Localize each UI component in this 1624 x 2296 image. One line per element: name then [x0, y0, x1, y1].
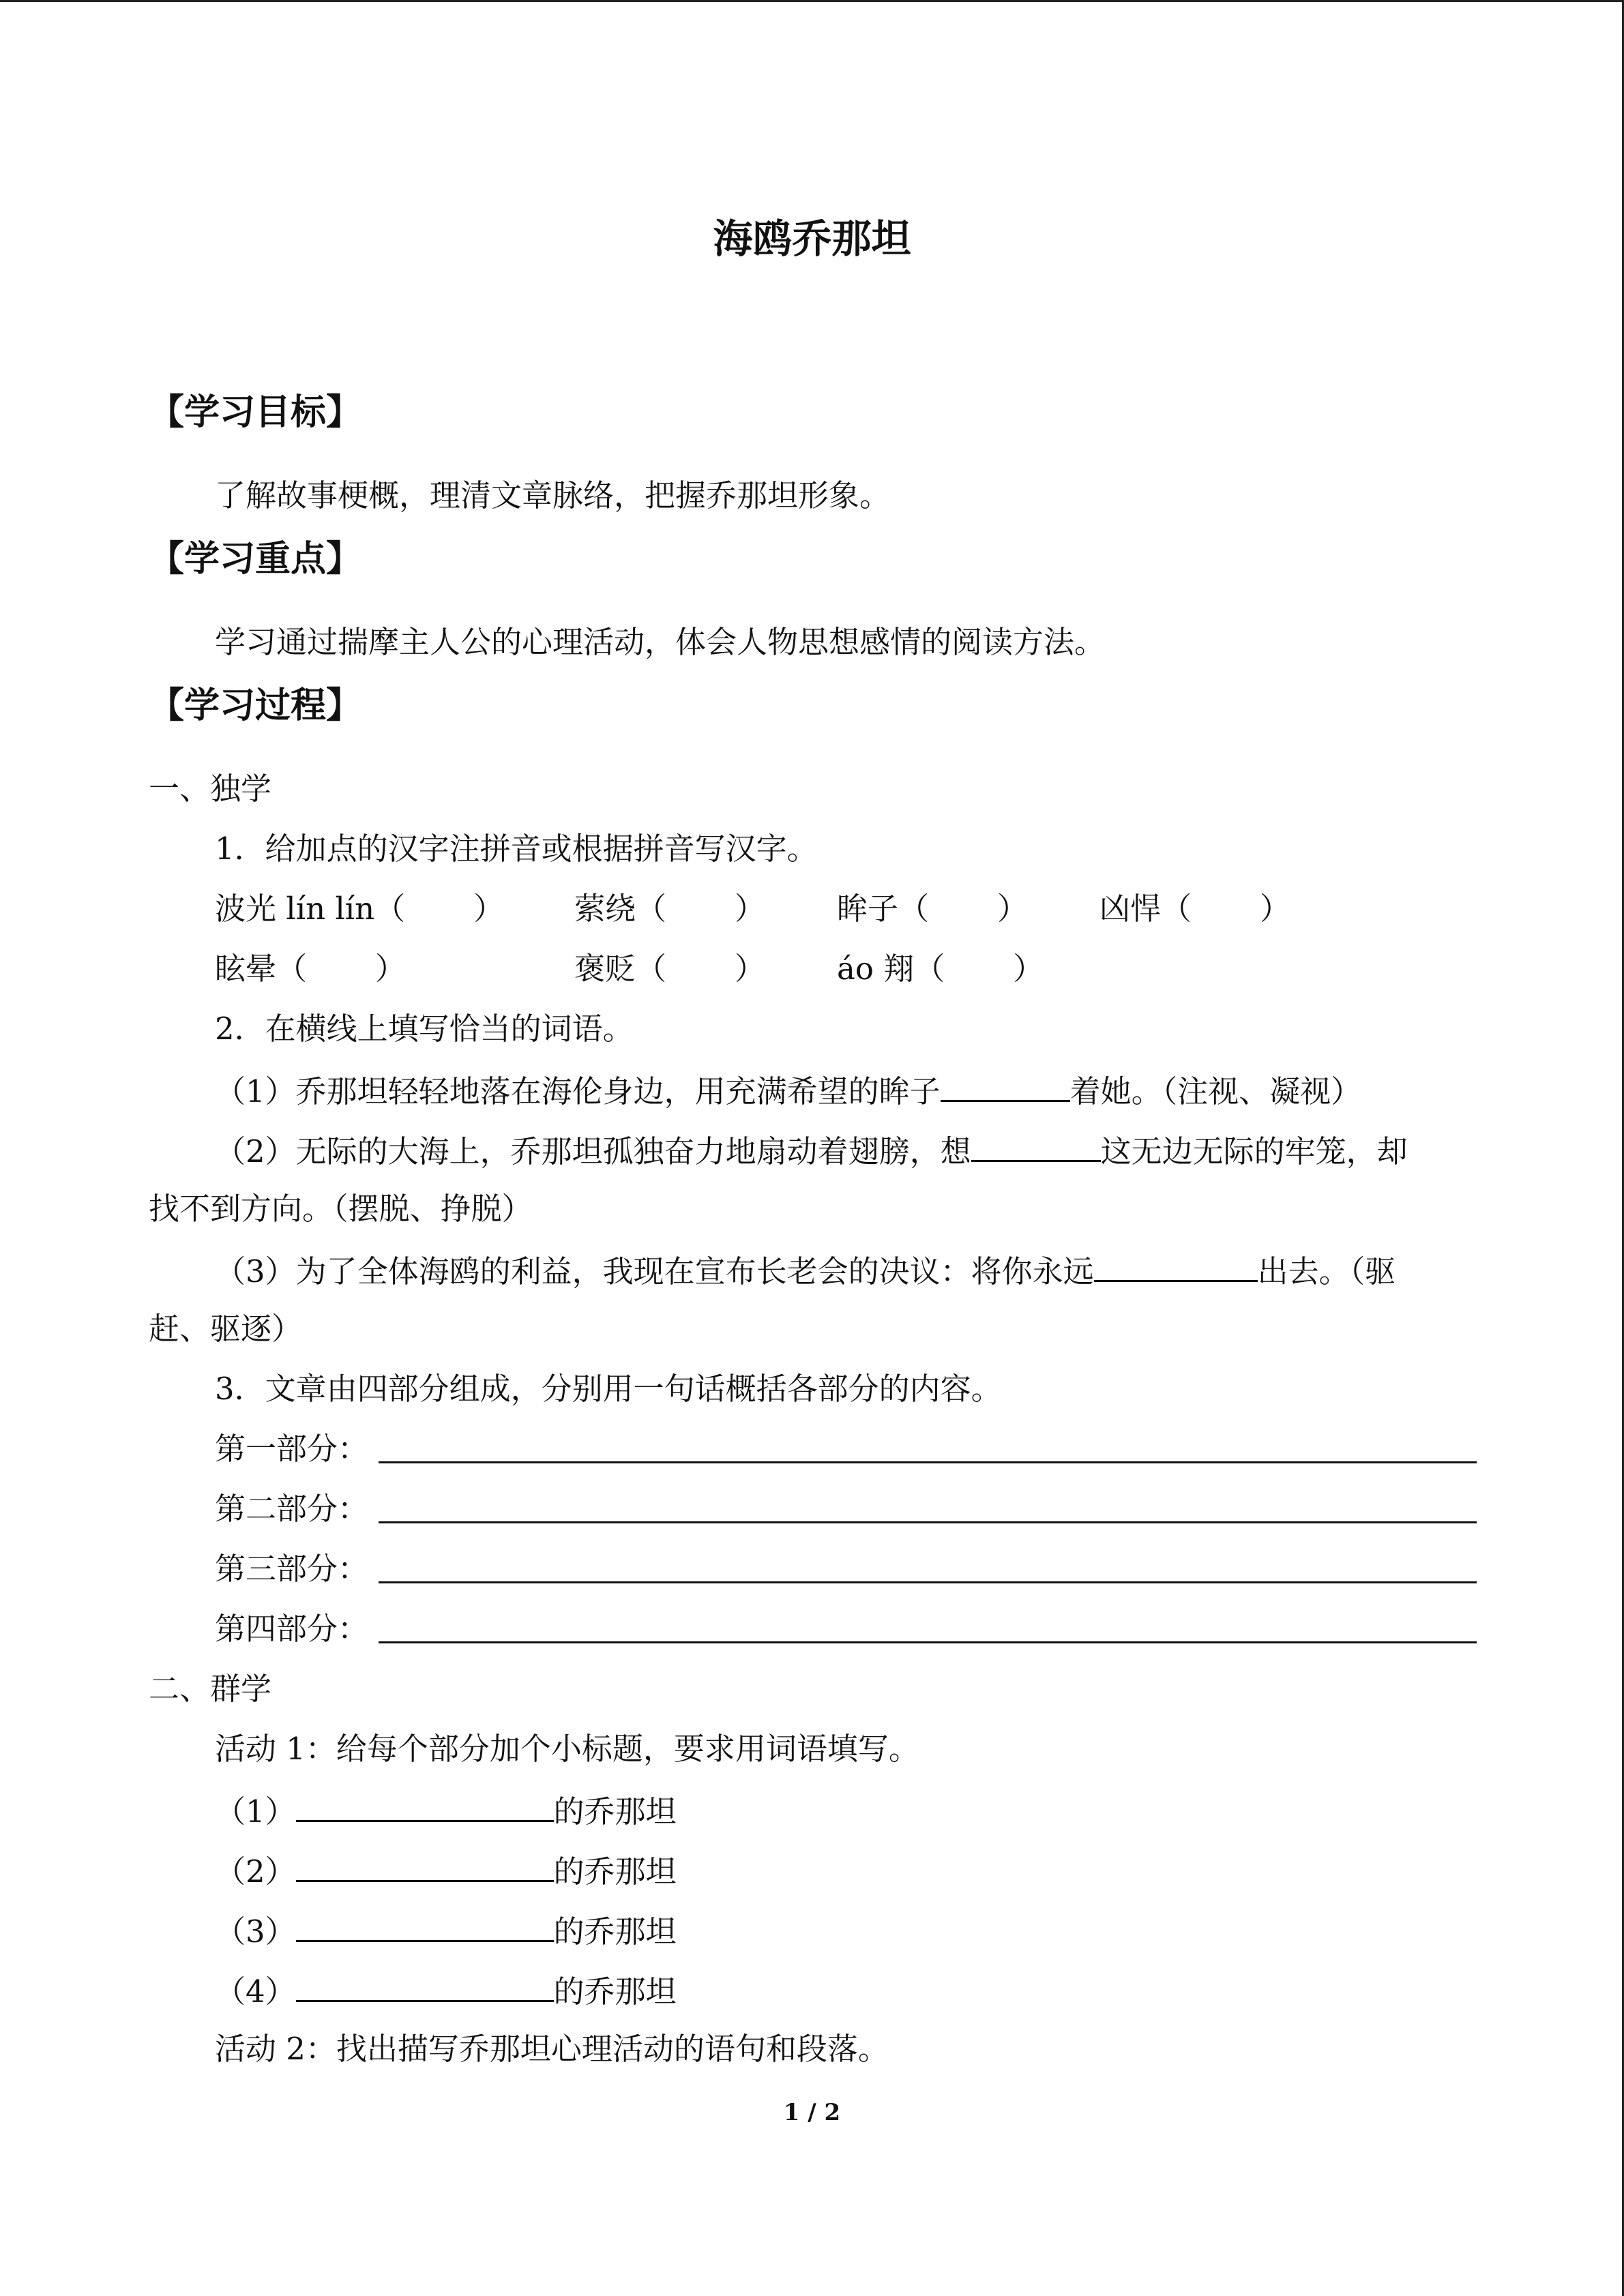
pinyin-item-yingrao: 萦绕（ ） — [574, 891, 766, 927]
subtitle-item-2: （2） 的乔那坦 — [215, 1849, 677, 1892]
answer-line[interactable] — [379, 1641, 1477, 1643]
fill-blank[interactable] — [1094, 1249, 1258, 1282]
page-number: 1 / 2 — [783, 2099, 841, 2126]
q2-sentence-1: （1）乔那坦轻轻地落在海伦身边，用充满希望的眸子 着她。（注视、凝视） — [215, 1069, 1361, 1112]
q2-instruction: 2．在横线上填写恰当的词语。 — [215, 1011, 634, 1047]
page-title: 海鸥乔那坦 — [713, 215, 911, 262]
fill-blank[interactable] — [296, 1849, 554, 1882]
q2-sentence-2-continued: 找不到方向。（摆脱、挣脱） — [149, 1191, 533, 1227]
fill-blank[interactable] — [296, 1909, 554, 1942]
focus-text: 学习通过揣摩主人公的心理活动，体会人物思想感情的阅读方法。 — [215, 624, 1106, 660]
pinyin-item-xionghan: 凶悍（ ） — [1099, 891, 1291, 927]
pinyin-item-aoxiang: áo 翔（ ） — [837, 951, 1044, 987]
fill-blank[interactable] — [971, 1129, 1101, 1162]
part2-title: 二、群学 — [149, 1671, 272, 1707]
goals-heading: 【学习目标】 — [149, 392, 362, 433]
subtitle-item-4: （4） 的乔那坦 — [215, 1969, 677, 2012]
q3-part-label-1: 第一部分： — [215, 1431, 369, 1467]
pinyin-item-label: 波光 lín lín（ — [215, 891, 406, 927]
goals-text: 了解故事梗概，理清文章脉络，把握乔那坦形象。 — [215, 477, 891, 513]
q2-sentence-3: （3）为了全体海鸥的利益，我现在宣布长老会的决议：将你永远 出去。（驱 — [215, 1249, 1396, 1292]
q3-instruction: 3．文章由四部分组成，分别用一句话概括各部分的内容。 — [215, 1371, 1002, 1407]
activity1-instruction: 活动 1：给每个部分加个小标题，要求用词语填写。 — [215, 1731, 919, 1767]
pinyin-item-baobian: 褒贬（ ） — [574, 951, 766, 987]
fill-blank[interactable] — [296, 1969, 554, 2002]
pinyin-item-mouzi: 眸子（ ） — [837, 891, 1029, 927]
q2-sentence-3-continued: 赶、驱逐） — [149, 1311, 303, 1347]
answer-line[interactable] — [379, 1461, 1477, 1463]
process-heading: 【学习过程】 — [149, 685, 362, 726]
fill-blank[interactable] — [296, 1789, 554, 1822]
q3-part-label-2: 第二部分： — [215, 1491, 369, 1527]
q3-part-label-4: 第四部分： — [215, 1611, 369, 1647]
fill-blank[interactable] — [941, 1069, 1070, 1102]
pinyin-item-linlin: 波光 lín lín（ ） — [215, 891, 505, 927]
activity2-instruction: 活动 2：找出描写乔那坦心理活动的语句和段落。 — [215, 2031, 889, 2067]
part1-title: 一、独学 — [149, 771, 272, 807]
q3-part-label-3: 第三部分： — [215, 1551, 369, 1587]
q2-sentence-2: （2）无际的大海上，乔那坦孤独奋力地扇动着翅膀，想 这无边无际的牢笼，却 — [215, 1129, 1408, 1172]
q1-instruction: 1．给加点的汉字注拼音或根据拼音写汉字。 — [215, 831, 818, 867]
answer-line[interactable] — [379, 1581, 1477, 1583]
focus-heading: 【学习重点】 — [149, 539, 362, 580]
pinyin-item-xuanyun: 眩晕（ ） — [215, 951, 407, 987]
answer-line[interactable] — [379, 1521, 1477, 1523]
subtitle-item-3: （3） 的乔那坦 — [215, 1909, 677, 1952]
page-border-top — [0, 0, 1624, 2]
subtitle-item-1: （1） 的乔那坦 — [215, 1789, 677, 1832]
